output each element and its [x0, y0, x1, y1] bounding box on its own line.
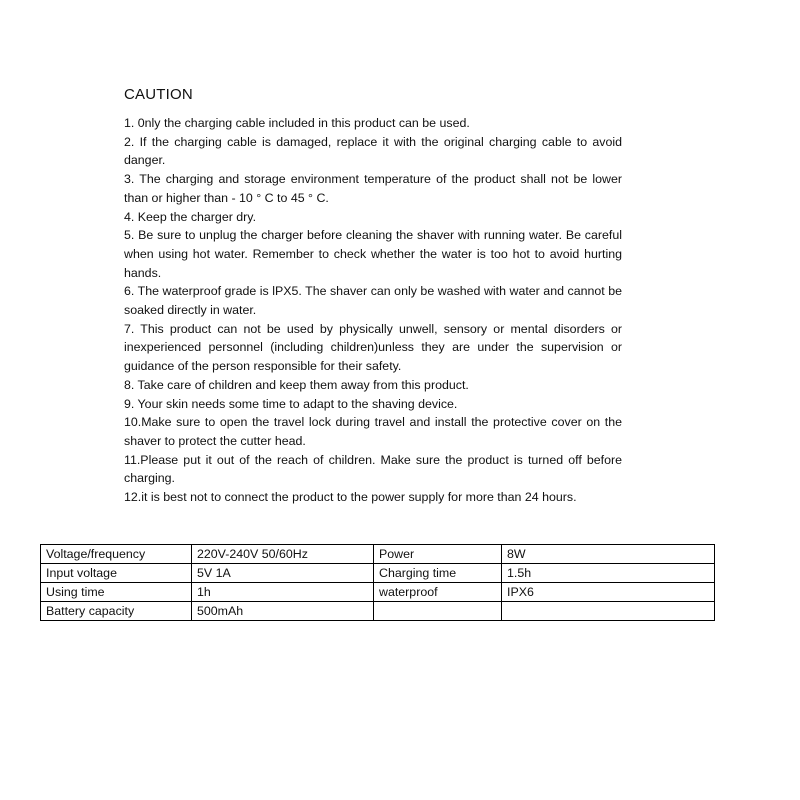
caution-item-6: 6. The waterproof grade is lPX5. The shaver can only be washed with water and cannot be soaked directly in water. — [124, 284, 622, 318]
spec-label-charging-time: Charging time — [374, 564, 502, 583]
spec-label-using-time: Using time — [41, 583, 192, 602]
caution-item-1: 1. 0nly the charging cable included in this product can be used. — [124, 116, 470, 130]
caution-title: CAUTION — [124, 86, 193, 103]
caution-item-12: 12.it is best not to connect the product to the power supply for more than 24 hours. — [124, 490, 577, 505]
spec-value-waterproof: IPX6 — [502, 583, 715, 602]
caution-list — [124, 114, 622, 507]
spec-label-battery-capacity: Battery capacity — [41, 602, 192, 621]
caution-item-9: 9. Your skin needs some time to adapt to the shaving device. — [124, 396, 458, 411]
spec-value-charging-time: 1.5h — [502, 564, 715, 583]
spec-row — [41, 564, 715, 583]
spec-value-input-voltage: 5V 1A — [192, 564, 374, 583]
spec-row — [41, 583, 715, 602]
spec-value-power: 8W — [502, 545, 715, 564]
caution-item-4: 4. Keep the charger dry. — [124, 209, 257, 224]
caution-section — [124, 86, 622, 507]
spec-label-voltage-frequency: Voltage/frequency — [41, 545, 192, 564]
caution-item-5: 5. Be sure to unplug the charger before cleaning the shaver with running water. Be careful when using hot water. Remember to check whether the water is too hot to avoid hurting hands. — [124, 228, 622, 280]
spec-empty-cell — [374, 602, 502, 621]
spec-row — [41, 545, 715, 564]
spec-value-using-time: 1h — [192, 583, 374, 602]
caution-item-7: 7. This product can not be used by physically unwell, sensory or mental disorders or inexperienced personnel (including children)unless they are under the supervision or guidance of the person responsible for their safety. — [124, 321, 622, 374]
spec-value-voltage-frequency: 220V-240V 50/60Hz — [192, 545, 374, 564]
caution-item-2: 2. If the charging cable is damaged, replace it with the original charging cable to avoid danger. — [124, 134, 622, 168]
spec-label-input-voltage: Input voltage — [41, 564, 192, 583]
caution-item-11: 11.Please put it out of the reach of children. Make sure the product is turned off before charging. — [124, 452, 622, 486]
caution-item-3: 3. The charging and storage environment temperature of the product shall not be lower than or higher than - 10 ° C to 45 ° C. — [124, 172, 622, 205]
spec-empty-cell — [502, 602, 715, 621]
caution-item-8: 8. Take care of children and keep them away from this product. — [124, 377, 469, 392]
caution-item-10: 10.Make sure to open the travel lock during travel and install the protective cover on the shaver to protect the cutter head. — [124, 415, 622, 448]
spec-value-battery-capacity: 500mAh — [192, 602, 374, 621]
spec-label-power: Power — [374, 545, 502, 564]
spec-label-waterproof: waterproof — [374, 583, 502, 602]
spec-row — [41, 602, 715, 621]
spec-table — [40, 544, 715, 621]
